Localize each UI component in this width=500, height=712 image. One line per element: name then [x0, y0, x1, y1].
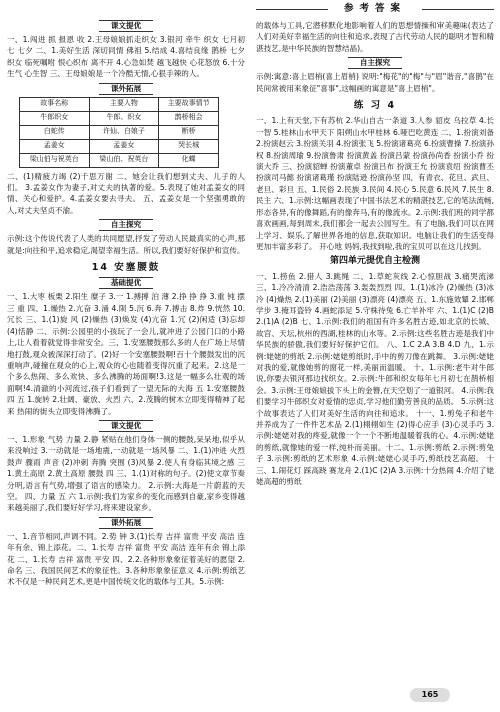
answer-block: 二、(1)精疲力竭 (2)千思万谢 二、她会让我们想到丈夫、儿子的人们。 3.孟姜女作为妻子,对丈夫的执著的爱。5.表现了她对孟姜女的同情、关心和爱护。4.孟姜女要去寻夫。 五、孟姜女是一个坚强勇敢的人,对丈夫坚贞不渝。: [7, 171, 245, 215]
table-cell: 许仙、白娘子: [89, 125, 159, 139]
right-column: [256, 20, 494, 487]
page-number: 165: [410, 688, 450, 702]
table-cell: 化蝶: [159, 153, 219, 167]
answer-block: 一、1.捞鱼 2.猎人 3.跳绳 二、1.草蛇灰线 2.心惊胆战 3.痛哭流涕 三、1.冷冷清清 2.浩浩荡荡 3.轰轰烈烈 四、1.(1)冰冷 (2)燥热 (3)冰冷 (4)燥热 2.(1)美丽 (2)美丽 (3)漂亮 (4)漂亮 五、1.东施效颦 2.邯郸学步 3.掩耳盗铃 4.画蛇添足 5.守株待兔 6.亡羊补牢 六、1.(1)C (2)B 2.(1)A (2)B 七、1.示例:我们的祖国有许多名胜古迹,如北京的长城、故宫、天坛,杭州的西湖,桂林的山水等。2.示例:这些名胜古迹是我们中华民族的骄傲,我们要好好保护它们。 八、1.C 2.A 3.B 4.D 九、1.示例:姥姥的剪纸 2.示例:姥姥剪纸时,手中的剪刀像在跳舞。 3.示例:姥姥对我的爱,就像她剪的窗花一样,美丽而温暖。 十、1.示例:老牛对牛郎说,你要去银河那边找织女。2.示例:牛郎和织女每年七月初七在鹊桥相会。3.示例:王母娘娘拔下头上的金簪,在天空划了一道银河。 4.示例:我们要学习牛郎织女对爱情的忠贞,学习他们勤劳善良的品质。 5.示例:这个故事表达了人们对美好生活的向往和追求。 十一、1.剪兔子和老牛 并养成为了一件件艺术品 2.(1)栩栩如生 (2)得心应手 (3)心灵手巧 3.示例:姥姥对我的疼爱,就像一个一个不断地温暖着我的心。4.示例:姥姥的剪纸,就像她的爱一样,纯朴而美丽。十二、1.示例:剪纸 2.示例:剪兔子 3.示例:剪纸的艺术形象 4.示例:姥姥心灵手巧,剪纸技艺高超。 十三、1.闹花灯 踩高跷 赛龙舟 2.(1)C (2)A 3.示例:十分热闹 4.介绍了姥姥高超的剪纸: [256, 271, 494, 487]
table-header: 故事名称: [20, 97, 90, 111]
table-cell: 梁山伯与祝英台: [20, 153, 90, 167]
section-heading: 课文提优: [7, 20, 245, 32]
section-heading: 课外拓展: [7, 517, 245, 529]
table-row: [20, 153, 219, 167]
answer-block: 一、1.大枣 板栗 2.阳生 糜子 3.一 1.搏搏 泊 薄 2.挣 挣 挣 3.重 钝 摆 三 重 四、1.燥热 2.亢奋 3.涌 4.陨 5.沉 6.奔 7.搏击 8.炸 9.恍然 10.冗长 三、1.(1)旋 风 (2)燥热 (3)焕发 (4)亢奋 1.冗 (2)闲适 (3)忘却 (4)恬静 二、示例:公园里的小孩玩了一会儿,就冲进了公园门口的小路上,让人看着就觉得非常安全。三、1.安塞腰鼓那么多的人在广场上尽情地打鼓,观众被深深打动了。(2)好一个安塞腰鼓啊!百十个腰鼓发出的沉重响声,碰撞在观众的心上,观众的心也随着变得沉重了起来。2.这是一个多么热闹、多么欢快、多么沸腾的场面啊!3.这是一幅多么壮观的场面啊!4.清澈的小河流过,孩子们看到了一望无际的大海 五 1.安塞腰鼓 四 五 1.旋转 2.壮阔、豪放、火烈 六、2.茂腾的树木立即变得精神了起来 热闹的街头立即变得沸腾了。: [7, 292, 245, 416]
section-heading: 自主探究: [256, 57, 494, 69]
table-cell: 鹊桥相会: [159, 111, 219, 125]
table-cell: 牛郎、织女: [89, 111, 159, 125]
table-row: [20, 111, 219, 125]
answer-block: 一、1.形象 气势 力量 2.静 紧贴在他们身体一侧的腰鼓,呆呆地,似乎从来没响过 3.一动就是一场地震,一动就是一场风暴 二、1.(1)冲进 火烈 鼓声 骤雨 声音 (2)冲刺 奔腾 突围 (3)风暴 2.使人有身临其境之感 三 1.黄土高原 2.黄土高原 腰鼓 四 三、1.(1)对称的句子。(2)使文章节奏分明,语言有气势,增强了语言的感染力。 2.示例:大海是一片蔚蓝的天空。 四、力量 五 六 1.示例:我们为家乡的变化而感到自豪,家乡变得越来越美丽了,我们要好好学习,将来建设家乡。: [7, 434, 245, 513]
answer-block: 示例:这个传说代表了人类的共同愿望,抒发了劳动人民最真实的心声,那就是:向往和平,追求稳定,渴望幸福生活。所以,我们要好好保护和宣传。: [7, 234, 245, 255]
table-cell: 梁山伯、祝英台: [89, 153, 159, 167]
table-cell: 孟姜女: [89, 139, 159, 153]
left-column: [7, 0, 245, 588]
table-header: 主要故事情节: [159, 97, 219, 111]
table-row: [20, 139, 219, 153]
section-heading: 基础提优: [7, 277, 245, 289]
section-heading: 课文提优: [7, 420, 245, 432]
table-row: [20, 125, 219, 139]
answer-block: 一、1.上有天堂,下有苏杭 2.华山自古一条道 3.人参 貂皮 乌拉草 4.长一智 5.桂林山水甲天下 阳朔山水甲桂林 6.哑巴吃黄连 二、1.扮演刘备 2.扮演赵云 3.扮演关羽 4.扮演张飞 5.扮演诸葛亮 6.扮演曹操 7.扮演孙权 8.扮演周瑜 9.扮演鲁肃 扮演黄盖 扮演吕蒙 扮演孙尚香 扮演小乔 扮演大乔 三、扮演貂蝉 扮演董卓 扮演吕布 扮演王允 扮演袁绍 扮演曹丕 扮演司马懿 扮演诸葛瑾 扮演陆逊 扮演孙坚 四、有青衣、花旦、武旦、老旦、彩旦 五、1.民俗 2.民族 3.民间 4.民心 5.民意 6.民风 7.民生 8.民主 六、1.示例:这幅画表现了中国书法艺术的精湛技艺,它的笔法流畅,形态各异,有的像舞蹈,有的像奔马,有的像流水。2.示例:我们班的同学都喜欢画画,每到周末,我们都会一起去公园写生。有了电脑,我们可以在网上学习、娱乐,了解世界各地的信息,获取知识。电脑让我们的生活变得更加丰富多彩了。 开心地 妈妈,我找到啦,我的宝贝可以在这儿找到。: [256, 116, 494, 251]
table-header: 主要人物: [89, 97, 159, 111]
page-header: [256, 0, 494, 18]
header-rule-right: [422, 9, 494, 10]
section-heading: 课外拓展: [7, 83, 245, 95]
table-cell: 哭长城: [159, 139, 219, 153]
unit-test-title: 第四单元提优自主检测: [329, 256, 420, 267]
table-cell: 白蛇传: [20, 125, 90, 139]
page-title: 参考答案: [343, 3, 406, 14]
lesson-title: 练 习 4: [353, 100, 397, 112]
answer-block: 的载体与工具,它潜移默化地影响着人们的思想情操和审美趣味(表达了人们对美好幸福生活的向往和追求,表现了古代劳动人民的聪明才智和精湛技艺,是中华民族的智慧结晶)。: [256, 21, 494, 53]
table-cell: 牛郎织女: [20, 111, 90, 125]
section-heading: 自主探究: [7, 219, 245, 231]
answer-block: 一、1.音节相同,声调不同。2.势 钟 3.(1)长寿 吉祥 富贵 平安 高洁 连年有余、锦上添花。二、1.长寿 吉祥 富贵 平安 高洁 连年有余 锦上添花 二、1.长寿 吉祥 富贵 平安 四、2.2.各种形象象征着美好的愿望 2.命名 三、我国民间艺术的象征性。3.各种形象象征意义 4.示例:剪纸艺术不仅是一种民间艺术,更是中国传统文化的载体与工具。5.示例:: [7, 531, 245, 587]
answer-block: 一、1.闯进 抓 报恩 收 2.王母娘娘抓走织女 3.银河 牵牛 织女 七月初七 七夕 二、1.美好生活 深切同情 佛祖 5.结成 4.喜结良缘 鹊桥 七夕 织女 临死嘱咐 恨心织布 离不开 4.心急如焚 越飞越快 心花怒放 6.十分生气 心生智 三、王母娘娘是一个冷酷无情,心狠手辣的人。: [7, 35, 245, 79]
lesson-title: 14 安塞腰鼓: [91, 262, 161, 274]
header-rule-left: [256, 9, 328, 10]
answer-block: 示例:寓意:喜上眉梢(喜上眉梢) 说明:"梅花"的"梅"与"眉"谐音,"喜鹊"在民间常被用来象征"喜事",这幅画的寓意是"喜上眉梢"。: [256, 72, 494, 93]
table-cell: 孟姜女: [20, 139, 90, 153]
table-cell: 断桥: [159, 125, 219, 139]
story-table: [19, 97, 219, 168]
